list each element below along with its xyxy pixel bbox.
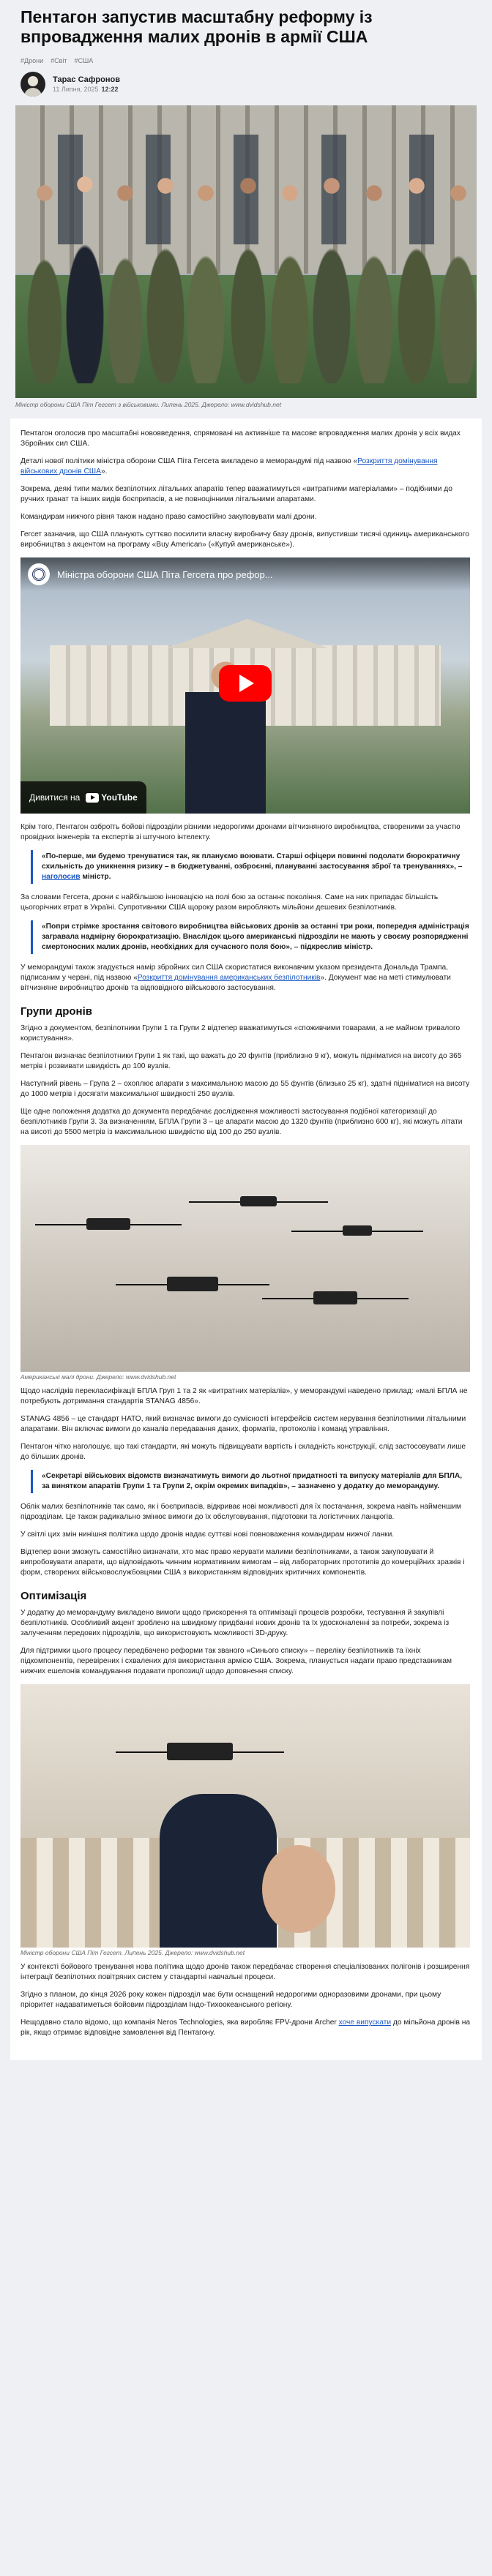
play-button-icon[interactable] <box>219 665 272 702</box>
section-heading: Оптимізація <box>20 1590 87 1602</box>
section-heading: Групи дронів <box>20 1005 92 1018</box>
order-link[interactable]: Розкриття домінування американських безпілотників <box>137 974 321 982</box>
blockquote: «Попри стрімке зростання світового виробництва військових дронів за останні три роки, попередня адміністрація загравала надмірну бюрократизацію. Внаслідок цього американські підрозділи не мають у своєму розпорядженні смертоносних малих дронів, необхідних для сучасного поля бою», – підкреслив міністр. <box>31 920 471 954</box>
paragraph: У світлі цих змін нинішня політика щодо дронів надає суттєві нові повноваження командирам нижчої ланки. <box>20 1531 395 1539</box>
paragraph: Відтепер вони зможуть самостійно визначати, хто має право керувати малими безпілотниками, а також закуповувати й випробовувати апарати, що відповідають чинним нормативним вимогам – від лабораторних прототипів до комерційних зразків і форм, створених військовослужбовцями США з використанням відповідних критичних компонентів. <box>20 1548 465 1577</box>
time-text: 12:22 <box>101 86 119 93</box>
paragraph: Гегсет зазначив, що США планують суттєво посилити власну виробничу базу дронів, випустивши тисячі одиниць американського виробництва з акцентом на програму «Buy American» («Купуй американське»). <box>20 530 469 549</box>
paragraph: Командирам нижчого рівня також надано право самостійно закуповувати малі дрони. <box>20 513 317 521</box>
hero-caption: Міністр оборони США Піт Гегсет з військовими. Липень 2025. Джерело: www.dvidshub.net <box>15 401 282 408</box>
blockquote: «Секретарі військових відомств визначатимуть вимоги до льотної придатності та випуску матеріалів для БПЛА, за винятком апаратів Групи 1 та Групи 2, окрім окремих випадків», – зазначено у додатку до меморандуму. <box>31 1470 471 1493</box>
video-title[interactable]: Міністра оборони США Піта Гегсета про рефор... <box>57 568 273 580</box>
blockquote: «По-перше, ми будемо тренуватися так, як плануємо воювати. Старші офіцери повинні подолати бюрократичну схильність до уникнення ризику – в бюджетуванні, озброєнні, плануванні застосування зброї та тренуваннях», – наголосив міністр. <box>31 850 471 884</box>
tag-list <box>20 57 471 64</box>
watch-label: Дивитися на <box>29 792 81 803</box>
neros-link[interactable]: хоче випускати <box>338 2019 392 2027</box>
drones-photo <box>20 1145 470 1372</box>
youtube-video[interactable] <box>20 557 470 814</box>
publish-date <box>53 86 120 93</box>
author-block <box>20 72 471 97</box>
paragraph: Пентагон оголосив про масштабні нововведення, спрямовані на активніше та масове впровадження малих дронів у всіх видах Збройних сил США. <box>20 429 461 448</box>
channel-logo-icon[interactable] <box>28 563 50 585</box>
image-caption: Міністр оборони США Піт Гегсет. Липень 2025. Джерело: www.dvidshub.net <box>20 1949 245 1956</box>
paragraph: Пентагон визначає безпілотники Групи 1 як такі, що важать до 20 фунтів (приблизно 9 кг), можуть підніматися на висоту до 365 метрів і розвивати швидкість до 100 вузлів. <box>20 1052 462 1070</box>
watch-on-youtube-button[interactable] <box>20 781 146 814</box>
avatar[interactable] <box>20 72 45 97</box>
paragraph: Згідно з документом, безпілотники Групи 1 та Групи 2 відтепер вважатимуться «споживчими товарами, а не майном тривалого користування». <box>20 1024 461 1043</box>
paragraph: Пентагон чітко наголошує, що такі стандарти, які можуть підвищувати вартість і складність конструкції, слід застосовувати лише до більших дронів. <box>20 1443 466 1461</box>
hero-image <box>15 105 477 398</box>
tag-world[interactable]: # Світ <box>51 57 67 64</box>
paragraph: Згідно з планом, до кінця 2026 року кожен підрозділ має бути оснащений недорогими одноразовими дронами, при цьому пріоритет надаватиметься бойовим підрозділам Індо-Тихоокеанського регіону. <box>20 1991 441 2009</box>
quote-link[interactable]: наголосив <box>42 873 81 881</box>
paragraph: У контексті бойового тренування нова політика щодо дронів також передбачає створення спеціалізованих полігонів і розширення інтеграції безпілотних повітряних систем у стандартні навчальні процеси. <box>20 1963 470 1981</box>
hegseth-drone-photo <box>20 1684 470 1948</box>
tag-usa[interactable]: # США <box>75 57 94 64</box>
paragraph: Нещодавно стало відомо, що компанія Neros Technologies, яка виробляє FPV-дрони Archer хоче випускати до мільйона дронів на рік, якщо отримає відповідне замовлення від Пентагону. <box>20 2019 471 2037</box>
youtube-logo-icon: YouTube <box>86 792 138 803</box>
paragraph: Крім того, Пентагон озброїть бойові підрозділи різними недорогими дронами вітчизняного виробництва, створеними за участю провідних інженерів та експертів зі штучного інтелекту. <box>20 823 461 841</box>
article-title: Пентагон запустив масштабну реформу із впровадження малих дронів в армії США <box>20 7 373 46</box>
date-text: 11 Липня, 2025 <box>53 86 99 93</box>
paragraph: У додатку до меморандуму викладено вимоги щодо прискорення та оптимізації процесів розробки, тестування й закупівлі безпілотників. Особливий акцент зроблено на швидкому придбанні нових дронів та їх удосконаленні за потреби, зокрема із залученням передових підрозділів, що використовують можливості 3D-друку. <box>20 1609 450 1637</box>
article-body <box>10 418 482 2060</box>
paragraph: Деталі нової політики міністра оборони США Піта Гегсета викладено в меморандумі під назвою «Розкриття домінування військових дронів США». <box>20 457 438 476</box>
paragraph: Щодо наслідків перекласифікації БПЛА Груп 1 та 2 як «витратних матеріалів», у меморандумі наведено приклад: «малі БПЛА не потребують дотримання стандартів STANAG 4856». <box>20 1387 468 1405</box>
paragraph: У меморандумі також згадується намір збройних сил США скористатися виконавчим указом президента Дональда Трампа, підписаним у червні, під назвою «Розкриття домінування американських безпілотників». Документ має на меті стимулювати вітчизняне виробництво дронів та відповідного військового застосування. <box>20 964 451 992</box>
paragraph: Ще одне положення додатка до документа передбачає дослідження можливості застосування подібної категоризації до безпілотників Групи 3. За визначенням, БПЛА Групи 3 – це апарати масою до 1320 фунтів (приблизно 600 кг), які можуть літати на висоті до 5500 метрів із максимальною швидкістю від 100 до 250 вузлів. <box>20 1108 463 1136</box>
paragraph: Наступний рівень – Група 2 – охоплює апарати з максимальною масою до 55 фунтів (близько 25 кг), здатні підніматися на висоту до 1000 метрів і досягати максимальної швидкості 250 вузлів. <box>20 1080 470 1098</box>
paragraph: Для підтримки цього процесу передбачено реформи так званого «Синього списку» – переліку безпілотників та їхніх підкомпонентів, перевірених і схвалених для використання армією США. Зокрема, планується надати право представникам нижчих ешелонів командування подавати пропозиції щодо доповнення списку. <box>20 1647 452 1675</box>
author-name[interactable]: Тарас Сафронов <box>53 75 120 84</box>
paragraph: Зокрема, деякі типи малих безпілотних літальних апаратів тепер вважатимуться «витратними матеріалами» – подібними до ручних гранат та інших видів боєприпасів, а не повноцінними літальними апаратами. <box>20 485 452 503</box>
image-caption: Американські малі дрони. Джерело: www.dvidshub.net <box>20 1373 176 1381</box>
video-topbar <box>20 557 470 591</box>
article-header <box>0 0 492 97</box>
paragraph: STANAG 4856 – це стандарт НАТО, який визначає вимоги до сумісності інтерфейсів систем керування безпілотними літальними апаратами. Він включає вимоги до каналів передавання даних, форматів, протоколів і команд управління. <box>20 1415 466 1433</box>
memo-link[interactable]: Розкриття домінування військових дронів США <box>20 457 438 476</box>
tag-drones[interactable]: # Дрони <box>20 57 43 64</box>
paragraph: Облік малих безпілотників так само, як і боєприпасів, відкриває нові можливості для їх постачання, зокрема навіть найменшим підрозділам. Це також радикально змінює вимоги до їх обслуговування, підготовки та логістичних ланцюгів. <box>20 1503 461 1521</box>
paragraph: За словами Гегсета, дрони є найбільшою інновацією на полі бою за останнє покоління. Саме на них припадає більшість цьогорічних втрат в Україні. Супротивники США щороку разом виробляють мільйони дешевих безпілотників. <box>20 893 439 912</box>
